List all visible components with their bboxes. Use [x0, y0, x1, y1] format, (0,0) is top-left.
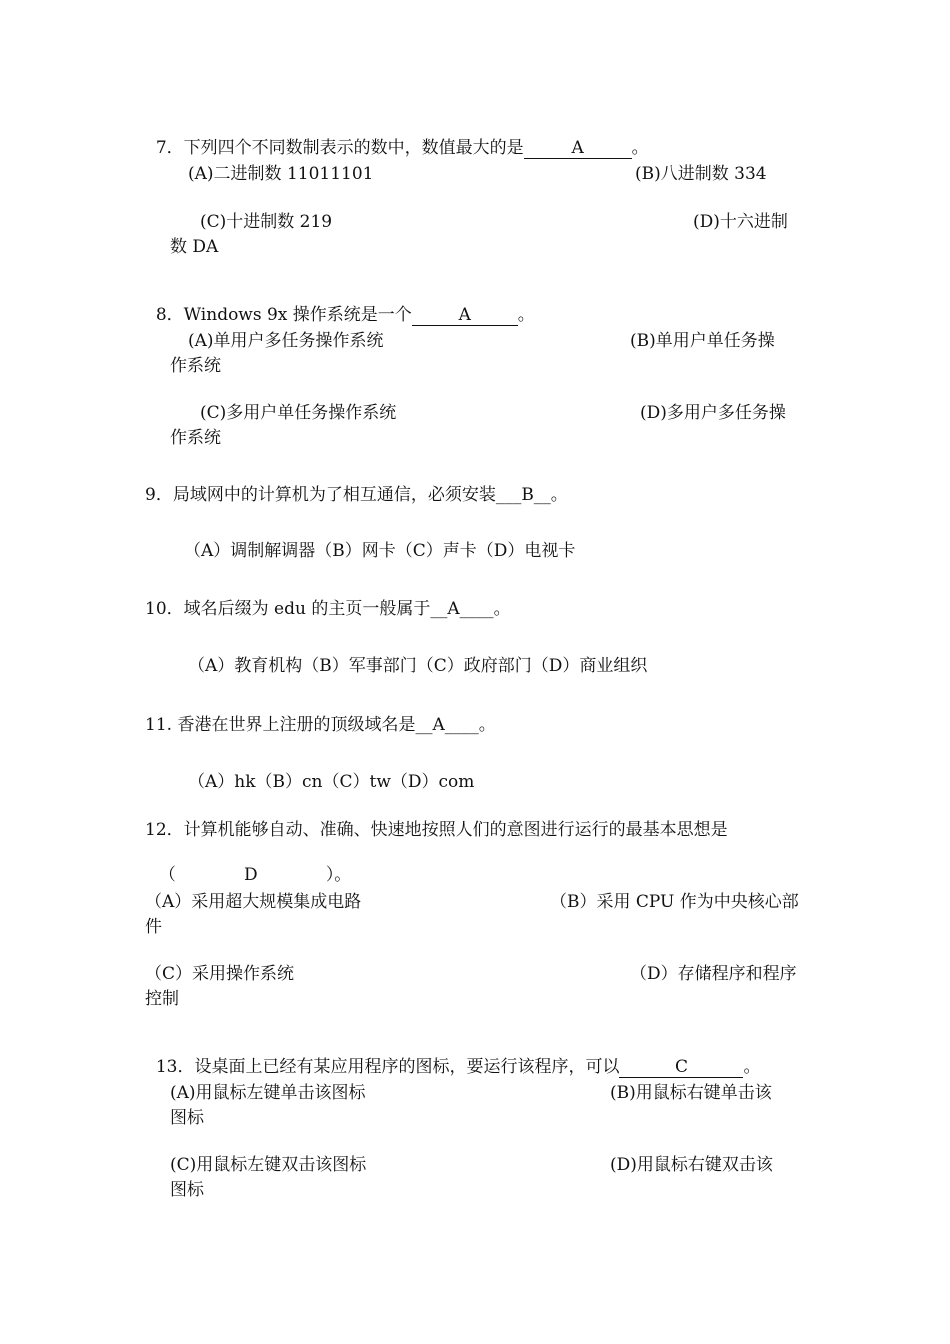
question-8-option-b: (B)单用户单任务操 [630, 331, 775, 351]
question-12-option-c: （C）采用操作系统 [145, 964, 295, 984]
question-13-text: 13．设桌面上已经有某应用程序的图标，要运行该程序，可以 [155, 1057, 620, 1077]
question-8-stem [145, 285, 535, 326]
question-13-option-a: (A)用鼠标左键单击该图标 [170, 1083, 366, 1103]
question-7-option-d-continued: 数 DA [170, 237, 219, 257]
question-8-answer: A [412, 305, 518, 326]
question-8-option-d-continued: 作系统 [170, 428, 221, 448]
question-12-answer-line [148, 845, 351, 885]
question-12-option-d-continued: 控制 [145, 989, 179, 1009]
question-13-answer: C [619, 1057, 743, 1078]
question-7-text: 7．下列四个不同数制表示的数中，数值最大的是 [155, 138, 524, 158]
question-12-stem: 12．计算机能够自动、准确、快速地按照人们的意图进行运行的最基本思想是 [145, 820, 728, 840]
question-13-end: 。 [743, 1057, 761, 1077]
question-13-stem [145, 1037, 760, 1078]
question-9-options: （A）调制解调器（B）网卡（C）声卡（D）电视卡 [184, 541, 576, 561]
question-12-paren-close: ）。 [325, 865, 352, 885]
question-8-option-a: (A)单用户多任务操作系统 [188, 331, 384, 351]
question-13-option-b-continued: 图标 [170, 1108, 204, 1128]
question-10-stem: 10．域名后缀为 edu 的主页一般属于__A____。 [145, 599, 511, 619]
question-8-end: 。 [517, 305, 535, 325]
question-13-option-c: (C)用鼠标左键双击该图标 [170, 1155, 367, 1175]
question-12-option-a: （A）采用超大规模集成电路 [145, 892, 362, 912]
question-12-paren-open: （ [158, 865, 176, 885]
question-10-options: （A）教育机构（B）军事部门（C）政府部门（D）商业组织 [188, 656, 648, 676]
question-8-option-c: (C)多用户单任务操作系统 [200, 403, 397, 423]
question-12-option-d: （D）存储程序和程序 [630, 964, 797, 984]
question-11-options: （A）hk（B）cn（C）tw（D）com [188, 772, 475, 792]
question-13-option-b: (B)用鼠标右键单击该 [610, 1083, 772, 1103]
question-7-option-a: (A)二进制数 11011101 [188, 164, 374, 184]
question-7-answer: A [524, 138, 632, 159]
question-9-stem: 9．局域网中的计算机为了相互通信，必须安装___B__。 [145, 485, 568, 505]
question-8-option-b-continued: 作系统 [170, 356, 221, 376]
question-7-option-d: (D)十六进制 [693, 212, 788, 232]
question-7-option-c: (C)十进制数 219 [200, 212, 333, 232]
question-12-answer: D [243, 865, 258, 885]
question-12-option-b-continued: 件 [145, 917, 162, 937]
question-8-option-d: (D)多用户多任务操 [640, 403, 786, 423]
question-7-end: 。 [631, 138, 649, 158]
question-12-option-b: （B）采用 CPU 作为中央核心部 [550, 892, 799, 912]
question-7-stem [145, 118, 649, 159]
question-8-text: 8．Windows 9x 操作系统是一个 [155, 305, 412, 325]
question-7-option-b: (B)八进制数 334 [635, 164, 767, 184]
question-13-option-d-continued: 图标 [170, 1180, 204, 1200]
question-11-stem: 11. 香港在世界上注册的顶级域名是__A____。 [145, 715, 496, 735]
question-13-option-d: (D)用鼠标右键双击该 [610, 1155, 773, 1175]
